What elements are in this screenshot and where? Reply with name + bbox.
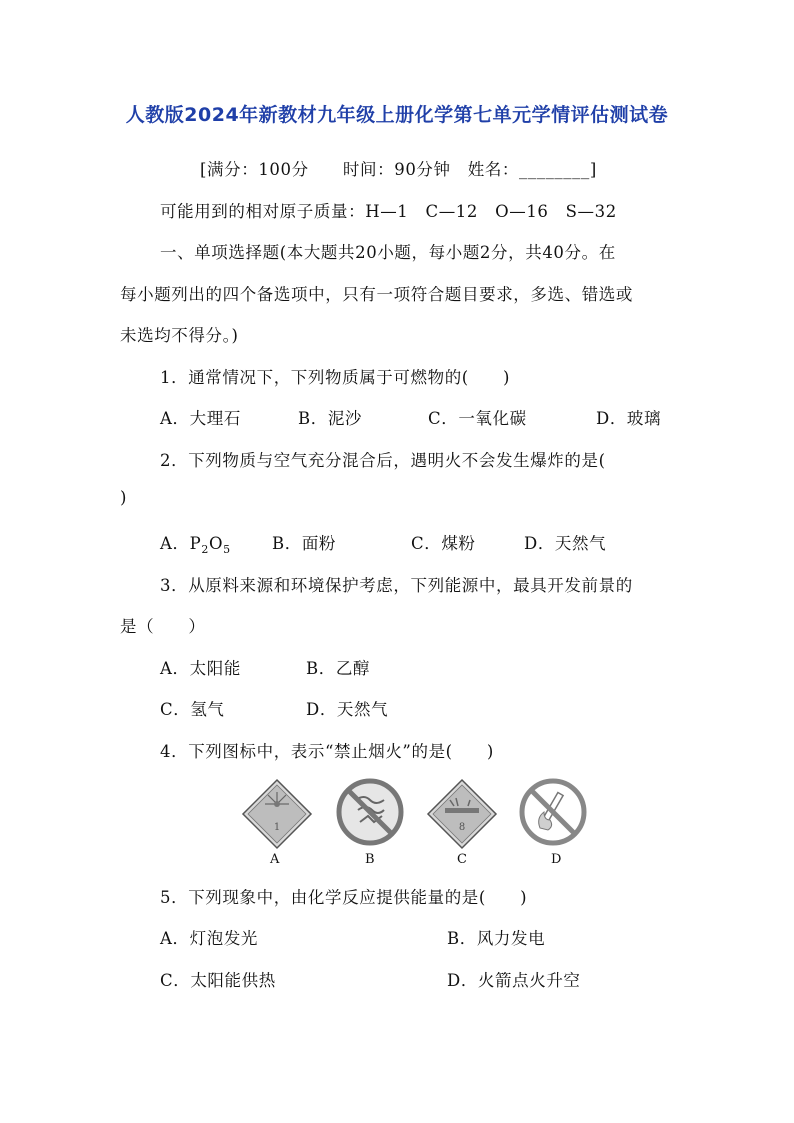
q1-stem: 1．通常情况下，下列物质属于可燃物的( ) (160, 368, 511, 387)
q2-option-a-sub1: 2 (201, 543, 209, 556)
q2-option-d: D．天然气 (524, 534, 607, 553)
page-title: 人教版2024年新教材九年级上册化学第七单元学情评估测试卷 (125, 104, 669, 126)
q4-stem: 4．下列图标中，表示“禁止烟火”的是( ) (160, 742, 494, 761)
header-info: [满分：100分 时间：90分钟 姓名：________] (200, 160, 597, 179)
section1-line1: 一、单项选择题(本大题共20小题，每小题2分，共40分。在 (160, 243, 616, 262)
q2-option-a (160, 530, 231, 556)
q2-option-a-prefix: A．P (160, 534, 202, 553)
q2-stem-line1: 2．下列物质与空气充分混合后，遇明火不会发生爆炸的是( (160, 451, 606, 470)
corrosive-icon (428, 780, 496, 848)
q1-option-b: B．泥沙 (298, 409, 363, 428)
q2-option-b: B．面粉 (272, 534, 337, 553)
q2-option-a-sub2: 5 (223, 543, 231, 556)
q3-option-d: D．天然气 (306, 700, 389, 719)
section1-line2: 每小题列出的四个备选项中，只有一项符合题目要求，多选、错选或 (120, 285, 633, 304)
q5-stem: 5．下列现象中，由化学反应提供能量的是( ) (160, 888, 528, 907)
section1-line3: 未选均不得分。) (120, 326, 239, 345)
sign-label-c: C (457, 852, 467, 867)
prohibition-icon (339, 781, 401, 843)
sign-label-b: B (365, 852, 375, 867)
sign-a-number: 1 (273, 822, 281, 833)
sign-label-a: A (270, 852, 280, 867)
explosive-icon (243, 780, 311, 848)
q5-option-c: C．太阳能供热 (160, 971, 276, 990)
q3-stem-line2: 是（ ） (120, 617, 206, 636)
no-fire-icon (522, 781, 584, 843)
sign-c-number: 8 (458, 822, 466, 833)
atomic-masses: 可能用到的相对原子质量：H—1 C—12 O—16 S—32 (160, 202, 617, 221)
q5-option-a: A．灯泡发光 (160, 929, 259, 948)
q5-option-b: B．风力发电 (447, 929, 546, 948)
q1-option-c: C．一氧化碳 (428, 409, 527, 428)
q3-option-b: B．乙醇 (306, 659, 371, 678)
q1-option-a: A．大理石 (160, 409, 241, 428)
q5-option-d: D．火箭点火升空 (447, 971, 581, 990)
q4-sign-figure (240, 778, 600, 870)
q2-option-c: C．煤粉 (411, 534, 476, 553)
q3-stem-line1: 3．从原料来源和环境保护考虑，下列能源中，最具开发前景的 (160, 576, 633, 595)
q4-signs-svg (240, 778, 600, 870)
q2-option-a-mid: O (208, 534, 224, 553)
q3-option-a: A．太阳能 (160, 659, 241, 678)
sign-label-d: D (551, 852, 562, 867)
q3-option-c: C．氢气 (160, 700, 225, 719)
q2-stem-line2: ) (120, 488, 128, 507)
q1-option-d: D．玻璃 (596, 409, 662, 428)
